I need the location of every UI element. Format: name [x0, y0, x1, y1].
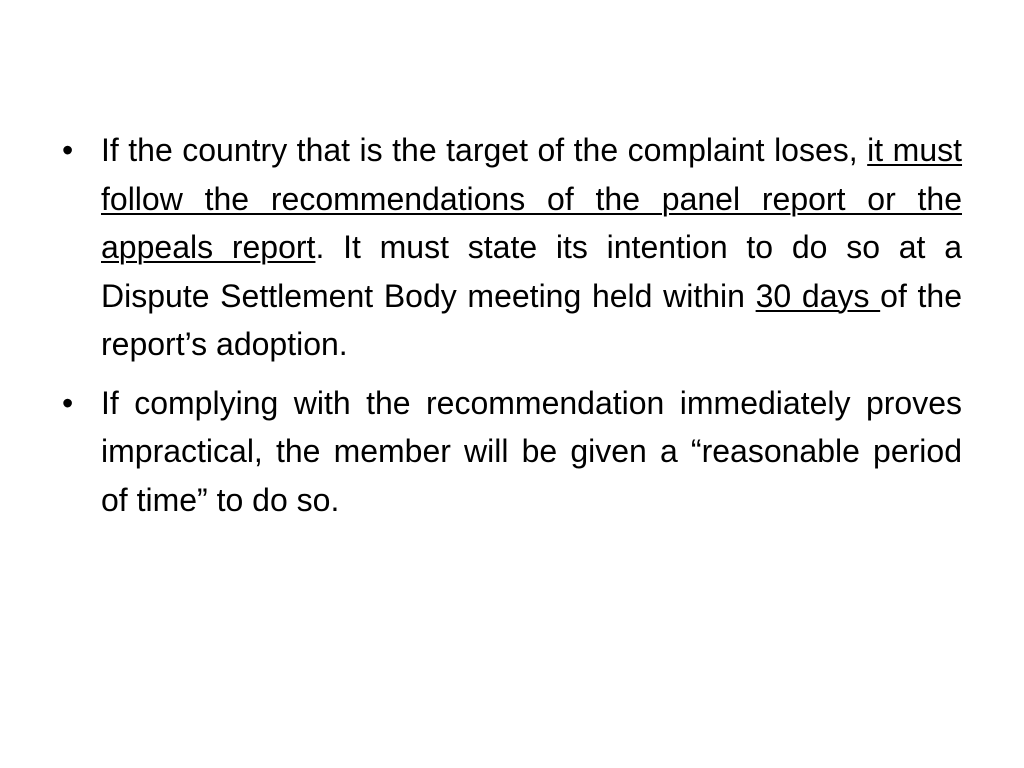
- bullet-icon: •: [62, 132, 74, 168]
- bullet-item-compliance: [62, 126, 962, 369]
- bullet-icon: •: [62, 384, 74, 421]
- text-segment: of the report’s adoption.: [101, 277, 963, 362]
- bullet-list: [62, 126, 962, 534]
- bullet-text: If complying with the recommendation immediately proves impractical, the member will be given a “reasonable period of time” to do so.: [101, 384, 962, 518]
- underlined-phrase-30-days: 30 days: [755, 277, 881, 314]
- underlined-phrase-recommendations: it must follow the recommendations of the panel report or the appeals report: [101, 132, 963, 265]
- text-segment: . It must state its intention to do so at a Dispute Settlement Body meeting held within: [101, 229, 963, 314]
- text-segment: If the country that is the target of the complaint loses,: [101, 132, 868, 168]
- bullet-item-reasonable-period: [62, 379, 962, 525]
- bullet-text: [101, 132, 962, 362]
